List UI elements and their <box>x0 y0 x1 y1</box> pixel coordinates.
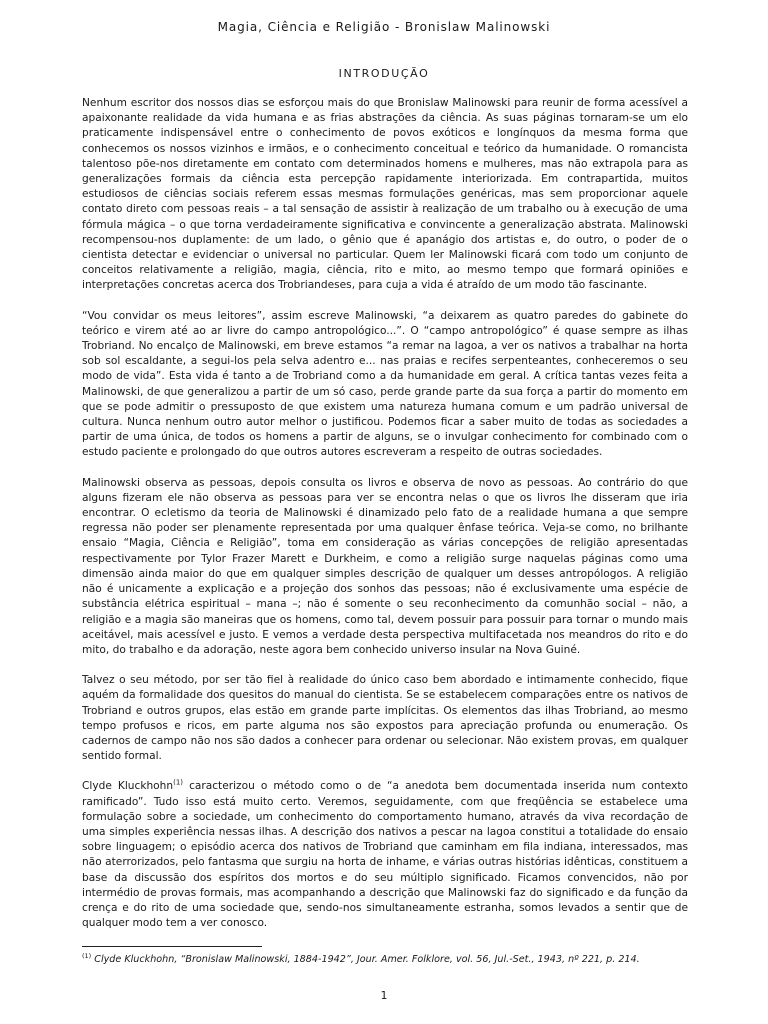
paragraph-1: Nenhum escritor dos nossos dias se esforçou mais do que Bronislaw Malinowski para reunir de forma acessível a apaixonante realidade da vida humana e as frias abstrações da ciência. As suas páginas tornaram-se um elo praticamente indispensável entre o conhecimento de povos exóticos e longínquos da mesma forma que conhecemos os nossos vizinhos e irmãos, e o conhecimento conceitual e teórico da humanidade. O romancista talentoso põe-nos diretamente em contato com determinados homens e mulheres, mas não extrapola para as generalizações formais da ciência esta percepção rapidamente interiorizada. Em contrapartida, muitos estudiosos de ciências sociais referem essas mesmas formulações genéricas, mas sem proporcionar aquele contato direto com pessoas reais – a tal sensação de assistir à realização de um trabalho ou à execução de uma fórmula mágica – o que torna verdadeiramente significativa e convincente a generalização abstrata. Malinowski recompensou-nos duplamente: de um lado, o gênio que é apanágio dos artistas e, do outro, o poder de o cientista detectar e evidenciar o universal no particular. Quem ler Malinowski ficará com todo um conjunto de conceitos relativamente a religião, magia, ciência, rito e mito, ao mesmo tempo que formará opiniões e interpretações concretas acerca dos Trobriandeses, para cuja a vida é atraído de um modo tão fascinante. <box>82 97 688 292</box>
footnote-text: Clyde Kluckhohn, “Bronislaw Malinowski, 1884-1942”, Jour. Amer. Folklore, vol. 56, Jul.-Set., 1943, nº 221, p. 214. <box>91 954 640 965</box>
footnote <box>82 953 702 966</box>
paragraph-5-text: caracterizou o método como o de “a anedota bem documentada inserida num contexto ramificado”. Tudo isso está muito certo. Veremos, seguidamente, com que freqüência se estabelece uma formulação sobre a sociedade, um conhecimento do comportamento humano, através da viva recordação de uma simples experiência nessas ilhas. A descrição dos nativos a pescar na lagoa constitui a totalidade do ensaio sobre linguagem; o episódio acerca dos nativos de Trobriand que caminham em fila indiana, interessados, mas não aterrorizados, pelo fantasma que surgiu na horta de inhame, e várias outras histórias idênticas, constituem a base da discussão dos espíritos dos mortos e do seu múltiplo significado. Ficamos convencidos, não por intermédio de provas formais, mas acompanhando a descrição que Malinowski faz do significado e da função da crença e do rito de uma sociedade que, sendo-nos simultaneamente estranha, somos levados a sentir que de qualquer modo tem a ver conosco. <box>82 780 688 930</box>
paragraph-5 <box>82 779 688 931</box>
footnote-divider <box>82 946 262 947</box>
paragraph-2: “Vou convidar os meus leitores”, assim escreve Malinowski, “a deixarem as quatro paredes do gabinete do teórico e virem até ao ar livre do campo antropológico...”. O “campo antropológico” é quase sempre as ilhas Trobriand. No encalço de Malinowski, em breve estamos “a remar na lagoa, a ver os nativos a trabalhar na horta sob sol escaldante, a segui-los pela selva adentro e... nas praias e recifes serpenteantes, conheceremos o seu modo de vida”. Esta vida é tanto a de Trobriand como a da humanidade em geral. A crítica tantas vezes feita a Malinowski, de que generalizou a partir de um só caso, perde grande parte da sua força a partir do momento em que se pode admitir o pressuposto de que existem uma natureza humana comum e um padrão universal de cultura. Nunca nenhum outro autor melhor o justificou. Podemos ficar a saber muito de todas as sociedades a partir de uma única, de todos os homens a partir de alguns, se o invulgar conhecimento for combinado com o estudo paciente e prolongado do que outros autores escreveram a respeito de outras sociedades. <box>82 309 688 459</box>
running-header: Magia, Ciência e Religião - Bronislaw Malinowski <box>217 20 551 34</box>
paragraph-5-lead: Clyde Kluckhohn <box>82 780 174 793</box>
section-title: INTRODUÇÃO <box>338 67 430 80</box>
paragraph-4: Talvez o seu método, por ser tão fiel à realidade do único caso bem abordado e intimamente conhecido, fique aquém da formalidade dos quesitos do manual do cientista. Se se estabelecem comparações entre os nativos de Trobriand e outros grupos, elas estão em grande parte implícitas. Os elementos das ilhas Trobriand, ao mesmo tempo profusos e ricos, em parte alguma nos são expostos para apreciação profunda ou enumeração. Os cadernos de campo não nos são dados a conhecer para ordenar ou selecionar. Não existem provas, em qualquer sentido formal. <box>82 674 688 763</box>
page-number: 1 <box>380 989 388 1002</box>
footnote-reference[interactable]: (1) <box>173 778 184 787</box>
body-text <box>82 96 688 946</box>
paragraph-3: Malinowski observa as pessoas, depois consulta os livros e observa de novo as pessoas. Ao contrário do que alguns fizeram ele não observa as pessoas para ver se encontra nelas o que os livros lhe disseram que iria encontrar. O ecletismo da teoria de Malinowski é dinamizado pelo fato de a realidade humana a que sempre regressa não poder ser plenamente representada por uma qualquer ênfase teórica. Veja-se como, no brilhante ensaio “Magia, Ciência e Religião”, toma em consideração as várias concepções de religião apresentadas respectivamente por Tylor Frazer Marett e Durkheim, e como a religião surge naquelas páginas como uma dimensão ainda maior do que em qualquer simples descrição de qualquer um desses antropólogos. A religião não é unicamente a explicação e a projeção dos sonhos das pessoas; não é exclusivamente uma espécie de substância elétrica espiritual – mana –; não é somente o seu reconhecimento da comunhão social – não, a religião e a magia são maneiras que os homens, como tal, devem possuir para possuir para tornar o mundo mais aceitável, mais acessível e justo. E vemos a verdade desta perspectiva multifacetada nos meandros do rito e do mito, do trabalho e da adoração, neste agora bem conhecido universo insular na Nova Guiné. <box>82 476 688 656</box>
footnote-marker: (1) <box>82 951 92 960</box>
